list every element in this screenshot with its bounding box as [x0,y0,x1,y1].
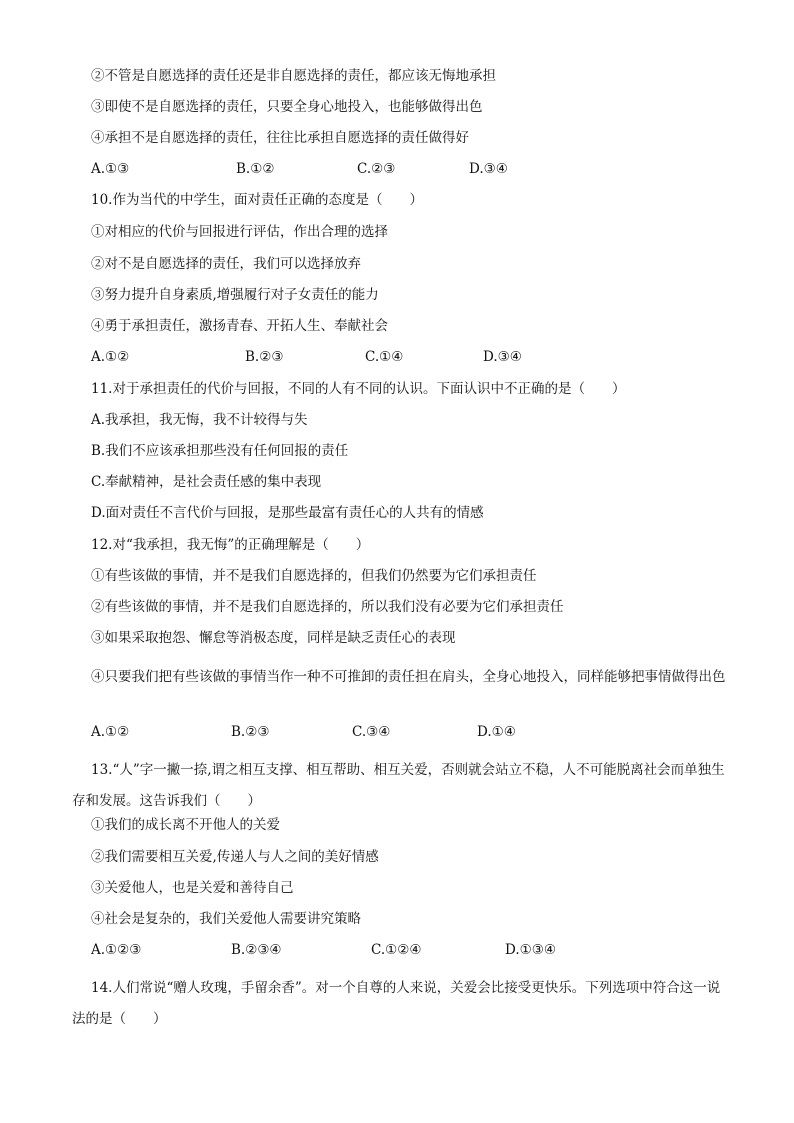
q13-options [91,942,731,958]
q10-item-2: ②对不是自愿选择的责任，我们可以选择放弃 [91,256,361,272]
q13-stem: 13.“人”字一撇一捺,谓之相互支撑、相互帮助、相互关爱，否则就会站立不稳，人不可能脱离社会而单独生存和发展。这告诉我们（ ） [72,762,725,809]
q9-option-d: D.③④ [469,161,508,177]
q10-item-3: ③努力提升自身素质,增强履行对子女责任的能力 [91,287,379,303]
q11-option-a: A.我承担，我无悔，我不计较得与失 [91,412,308,428]
q9-option-a: A.①③ [91,161,130,177]
q11-stem: 11.对于承担责任的代价与回报，不同的人有不同的认识。下面认识中不正确的是（ ） [91,381,626,397]
q10-option-b: B.②③ [245,349,284,365]
q12-option-c: C.③④ [352,724,391,740]
q12-option-d: D.①④ [477,724,516,740]
q11-option-c: C.奉献精神，是社会责任感的集中表现 [91,474,322,490]
q10-option-d: D.③④ [483,349,522,365]
q10-item-1: ①对相应的代价与回报进行评估，作出合理的选择 [91,224,388,240]
q12-options [91,724,731,740]
q12-item-2: ②有些该做的事情，并不是我们自愿选择的，所以我们没有必要为它们承担责任 [91,599,564,615]
q13-item-3: ③关爱他人，也是关爱和善待自己 [91,880,294,896]
q10-stem: 10.作为当代的中学生，面对责任正确的态度是（ ） [91,192,423,208]
q10-option-a: A.①② [91,349,130,365]
q12-item-3: ③如果采取抱怨、懈怠等消极态度，同样是缺乏责任心的表现 [91,630,456,646]
q14-stem: 14.人们常说“赠人玫瑰，手留余香”。对一个自尊的人来说，关爱会比接受更快乐。下列选项中符合这一说法的是（ ） [72,980,721,1027]
q13-item-1: ①我们的成长离不开他人的关爱 [91,817,280,833]
q13-option-b: B.②③④ [231,942,282,958]
q13-option-a: A.①②③ [91,942,142,958]
q12-item-4: ④只要我们把有些该做的事情当作一种不可推卸的责任担在肩头，全身心地投入，同样能够把事情做得出色 [91,669,726,685]
q11-option-d: D.面对责任不言代价与回报，是那些最富有责任心的人共有的情感 [91,505,484,521]
q9-item-2: ②不管是自愿选择的责任还是非自愿选择的责任，都应该无悔地承担 [91,68,496,84]
q13-item-4: ④社会是复杂的，我们关爱他人需要讲究策略 [91,911,361,927]
q12-option-a: A.①② [91,724,130,740]
q13-item-2: ②我们需要相互关爱,传递人与人之间的美好情感 [91,849,379,865]
q11-option-b: B.我们不应该承担那些没有任何回报的责任 [91,443,349,459]
q9-item-4: ④承担不是自愿选择的责任，往往比承担自愿选择的责任做得好 [91,130,469,146]
q9-item-3: ③即使不是自愿选择的责任，只要全身心地投入，也能够做得出色 [91,99,483,115]
q10-item-4: ④勇于承担责任，激扬青春、开拓人生、奉献社会 [91,318,388,334]
q13-option-c: C.①②④ [371,942,422,958]
q9-options [91,161,731,177]
q10-option-c: C.①④ [365,349,404,365]
q13-option-d: D.①③④ [505,942,556,958]
q12-item-1: ①有些该做的事情，并不是我们自愿选择的，但我们仍然要为它们承担责任 [91,568,537,584]
q10-options [91,349,731,365]
q9-option-c: C.②③ [357,161,396,177]
q12-option-b: B.②③ [231,724,270,740]
q12-stem: 12.对“我承担，我无悔”的正确理解是（ ） [91,537,370,553]
q9-option-b: B.①② [236,161,275,177]
